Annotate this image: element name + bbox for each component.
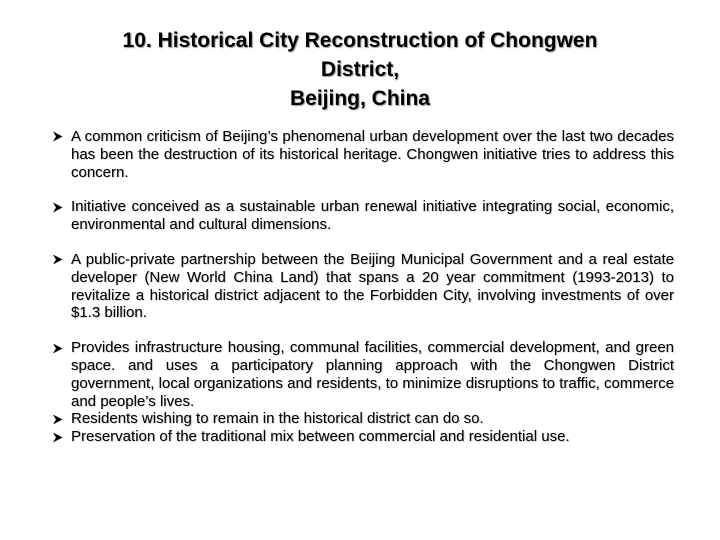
title-line: Beijing, China xyxy=(289,87,430,110)
arrowhead-bullet-icon xyxy=(52,410,66,428)
bullet-item xyxy=(52,198,674,234)
bullet-text: Initiative conceived as a sustainable urban renewal initiative integrating social, economic, environmental and cultural dimensions. xyxy=(71,198,674,234)
arrowhead-bullet-icon xyxy=(52,428,66,446)
title-line: 10. Historical City Reconstruction of Chongwen xyxy=(122,29,598,52)
bullet-item xyxy=(52,128,674,181)
bullet-item xyxy=(52,410,674,428)
arrowhead-bullet-icon xyxy=(52,339,66,357)
bullet-text: Provides infrastructure housing, communal facilities, commercial development, and green space. and uses a participatory planning approach with the Chongwen District government, local organizations and residents, to minimize disruptions to traffic, commerce and people’s lives. xyxy=(71,339,674,410)
bullet-item xyxy=(52,428,674,446)
bullet-item xyxy=(52,339,674,410)
bullet-text: Residents wishing to remain in the historical district can do so. xyxy=(71,410,484,428)
arrowhead-bullet-icon xyxy=(52,251,66,269)
arrowhead-bullet-icon xyxy=(52,198,66,216)
slide-title xyxy=(60,26,660,113)
bullet-item xyxy=(52,251,674,322)
bullet-list xyxy=(52,128,674,446)
arrowhead-bullet-icon xyxy=(52,128,66,146)
title-line: District, xyxy=(320,58,400,81)
bullet-text: A public-private partnership between the Beijing Municipal Government and a real estate developer (New World China Land) that spans a 20 year commitment (1993-2013) to revitalize a historical district adjacent to the Forbidden City, involving investments of over $1.3 billion. xyxy=(71,250,674,322)
bullet-text: Preservation of the traditional mix between commercial and residential use. xyxy=(71,428,570,446)
bullet-text: A common criticism of Beijing’s phenomenal urban development over the last two decades has been the destruction of its historical heritage. Chongwen initiative tries to address this concern. xyxy=(71,128,674,181)
